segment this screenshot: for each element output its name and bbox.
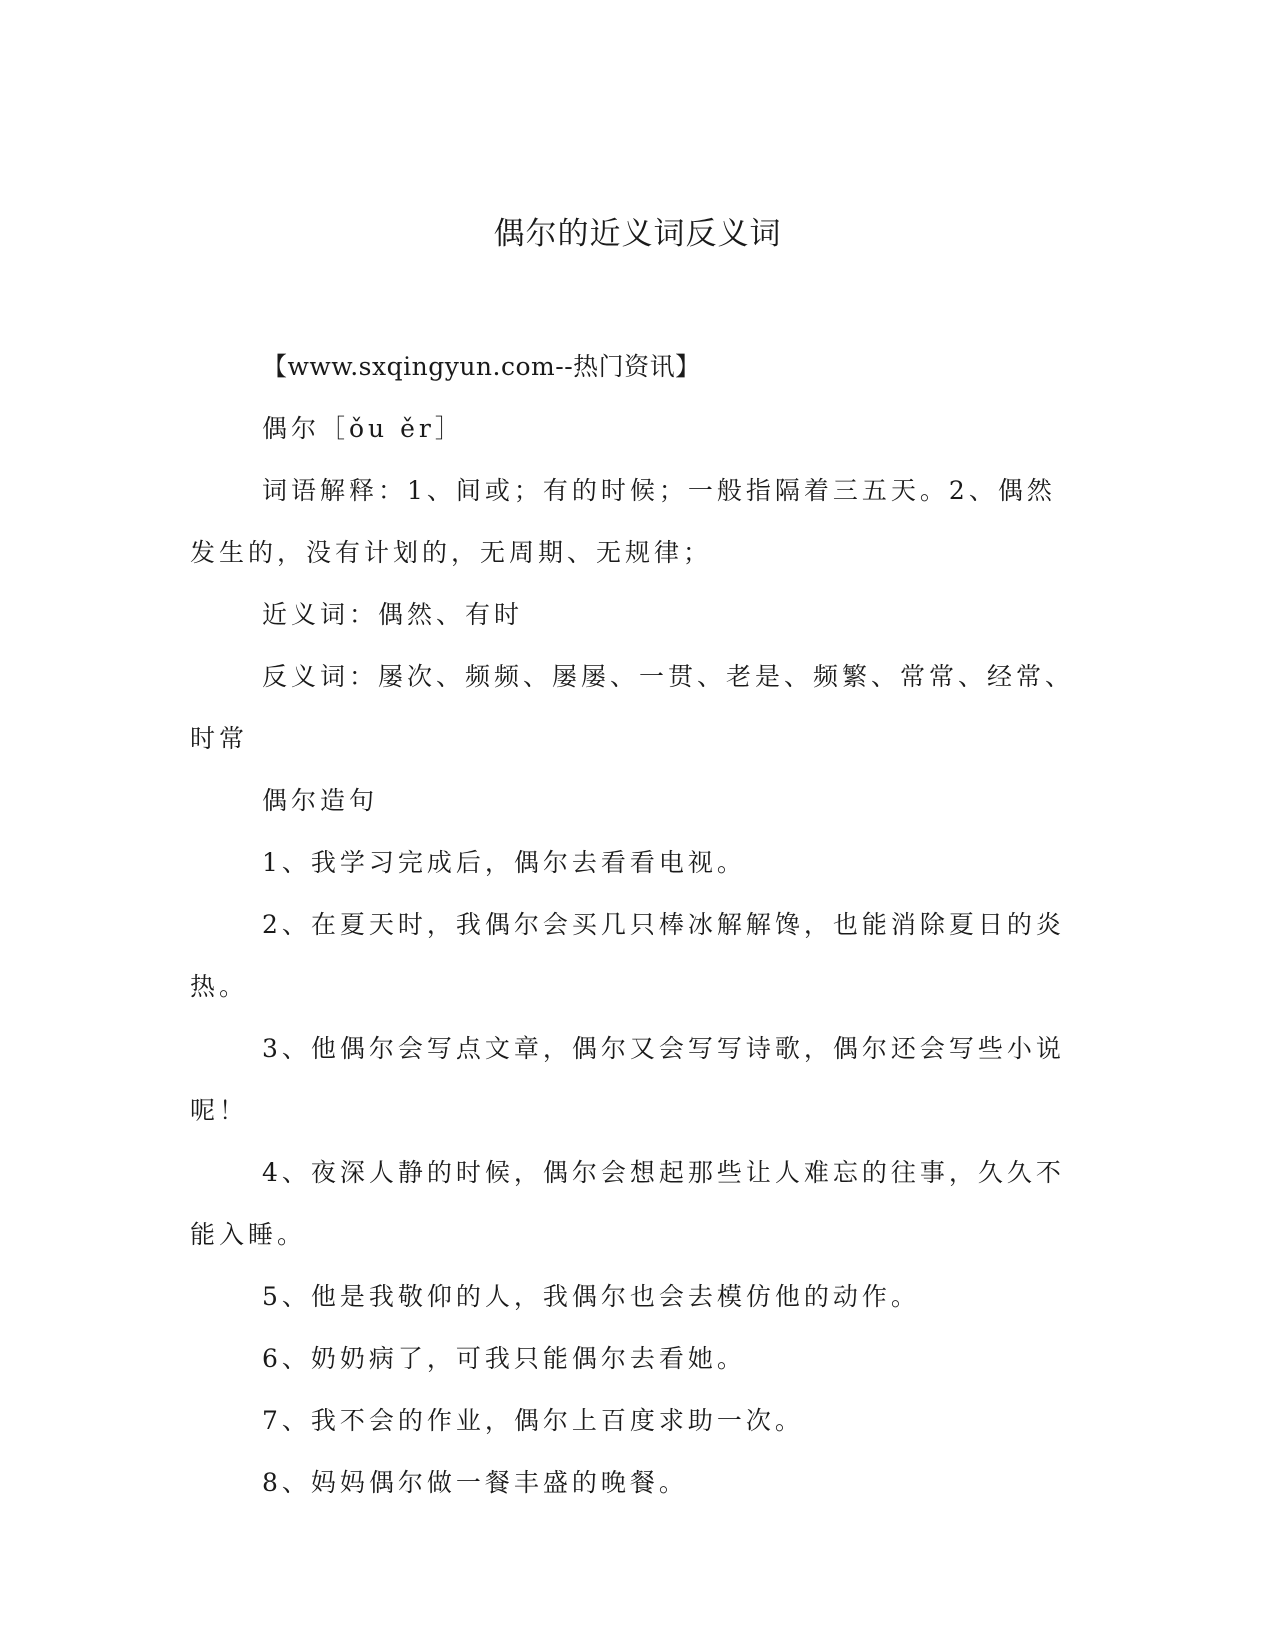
definition-paragraph: 词语解释：1、间或；有的时候；一般指隔着三五天。2、偶然发生的，没有计划的，无周期、无规律； bbox=[190, 476, 1056, 567]
antonyms-paragraph: 反义词：屡次、频频、屡屡、一贯、老是、频繁、常常、经常、时常 bbox=[190, 662, 1075, 753]
source-line: 【www.sxqingyun.com--热门资讯】 bbox=[262, 352, 701, 381]
example-sentence-8: 8、妈妈偶尔做一餐丰盛的晚餐。 bbox=[262, 1468, 688, 1497]
synonyms-paragraph: 近义词：偶然、有时 bbox=[262, 600, 524, 629]
term-pinyin: 偶尔［ǒu ěr］ bbox=[262, 414, 464, 443]
example-sentence-7: 7、我不会的作业，偶尔上百度求助一次。 bbox=[262, 1406, 804, 1435]
example-sentence-1: 1、我学习完成后，偶尔去看看电视。 bbox=[262, 848, 746, 877]
example-sentence-6: 6、奶奶病了，可我只能偶尔去看她。 bbox=[262, 1344, 746, 1373]
example-sentence-4: 4、夜深人静的时候，偶尔会想起那些让人难忘的往事，久久不能入睡。 bbox=[190, 1158, 1065, 1249]
example-sentence-2: 2、在夏天时，我偶尔会买几只棒冰解解馋，也能消除夏日的炎热。 bbox=[190, 910, 1065, 1001]
example-sentence-5: 5、他是我敬仰的人，我偶尔也会去模仿他的动作。 bbox=[262, 1282, 920, 1311]
examples-heading: 偶尔造句 bbox=[262, 786, 379, 815]
document-title: 偶尔的近义词反义词 bbox=[493, 216, 782, 252]
document-body bbox=[190, 336, 1078, 1514]
example-sentence-3: 3、他偶尔会写点文章，偶尔又会写写诗歌，偶尔还会写些小说呢！ bbox=[190, 1034, 1065, 1125]
